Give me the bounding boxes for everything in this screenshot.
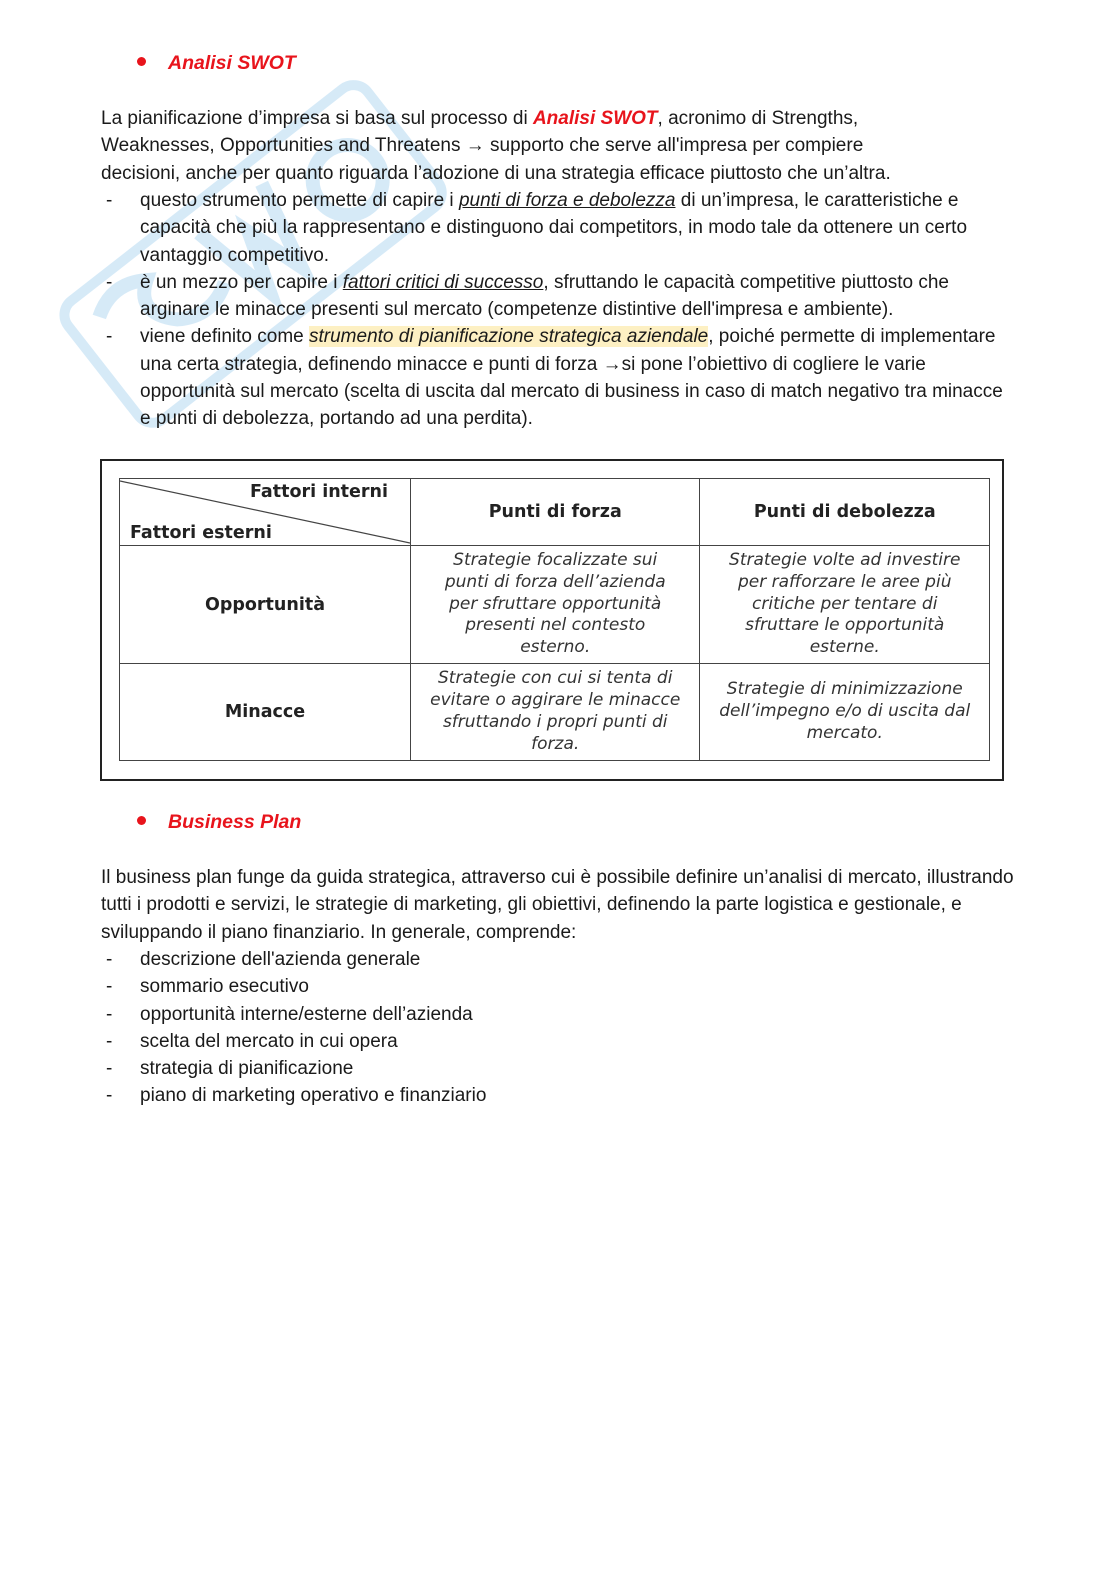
col-header-weaknesses: Punti di debolezza <box>700 479 990 546</box>
business-plan-list <box>101 946 1016 1110</box>
cell-st-strategies: Strategie con cui si tenta di evitare o aggirare le minacce sfruttando i propri punti di forza. <box>411 664 700 761</box>
list-item: - è un mezzo per capire i fattori critici di successo, sfruttando le capacità competitive piuttosto che arginare le minacce presenti sul mercato (competenze distintive dell'impresa e ambiente). <box>106 271 949 321</box>
list-item: - piano di marketing operativo e finanziario <box>106 1085 487 1107</box>
cell-so-strategies: Strategie focalizzate sui punti di forza dell’azienda per sfruttare opportunità presenti nel contesto esterno. <box>411 546 700 664</box>
corner-external-label: Fattori esterni <box>130 523 272 543</box>
list-item: - sommario esecutivo <box>106 976 309 998</box>
cell-wo-strategies: Strategie volte ad investire per rafforzare le aree più critiche per tentare di sfruttare le opportunità esterne. <box>700 546 990 664</box>
bullet-dot-icon <box>137 816 146 825</box>
corner-internal-label: Fattori interni <box>250 482 388 502</box>
cell-wt-strategies: Strategie di minimizzazione dell’impegno e/o di uscita dal mercato. <box>700 664 990 761</box>
list-item: - descrizione dell'azienda generale <box>106 949 421 970</box>
swot-intro-paragraph: La pianificazione d’impresa si basa sul processo di Analisi SWOT, acronimo di Strengths, Weaknesses, Opportunities and Threatens → supporto che serve all'impresa per compiere decisioni, anche per quanto riguarda l’adozione di una strategia efficace piuttosto che un’altra. <box>101 108 891 184</box>
col-header-strengths: Punti di forza <box>411 479 700 546</box>
section-heading-business-plan: Business Plan <box>137 811 301 834</box>
swot-corner-cell <box>120 479 411 546</box>
list-item: - opportunità interne/esterne dell’azienda <box>106 1003 473 1025</box>
list-item: - scelta del mercato in cui opera <box>106 1030 398 1052</box>
list-item: - viene definito come strumento di pianificazione strategica aziendale, poiché permette di implementare una certa strategia, definendo minacce e punti di forza →si pone l’obiettivo di cogliere le varie opportunità sul mercato (scelta di uscita dal mercato di business in caso di match negativo tra minacce e punti di debolezza, portando ad una perdita). <box>106 326 1003 430</box>
business-plan-intro-paragraph: Il business plan funge da guida strategica, attraverso cui è possibile definire un’analisi di mercato, illustrando tutti i prodotti e servizi, le strategie di marketing, gli obiettivi, definendo la parte logistica e gestionale, e sviluppando il piano finanziario. In generale, comprende: <box>101 867 1014 943</box>
list-item: - strategia di pianificazione <box>106 1058 354 1080</box>
list-item: - questo strumento permette di capire i punti di forza e debolezza di un’impresa, le caratteristiche e capacità che più la rappresentano e distinguono dai competitors, in modo tale da ottenere un certo vantaggio competitivo. <box>106 190 968 266</box>
section-heading-swot: Analisi SWOT <box>137 52 296 75</box>
bullet-dot-icon <box>137 57 146 66</box>
row-header-opportunities: Opportunità <box>120 546 411 664</box>
row-header-threats: Minacce <box>120 664 411 761</box>
swot-matrix-table <box>119 478 990 761</box>
swot-bullet-list <box>101 187 1016 433</box>
